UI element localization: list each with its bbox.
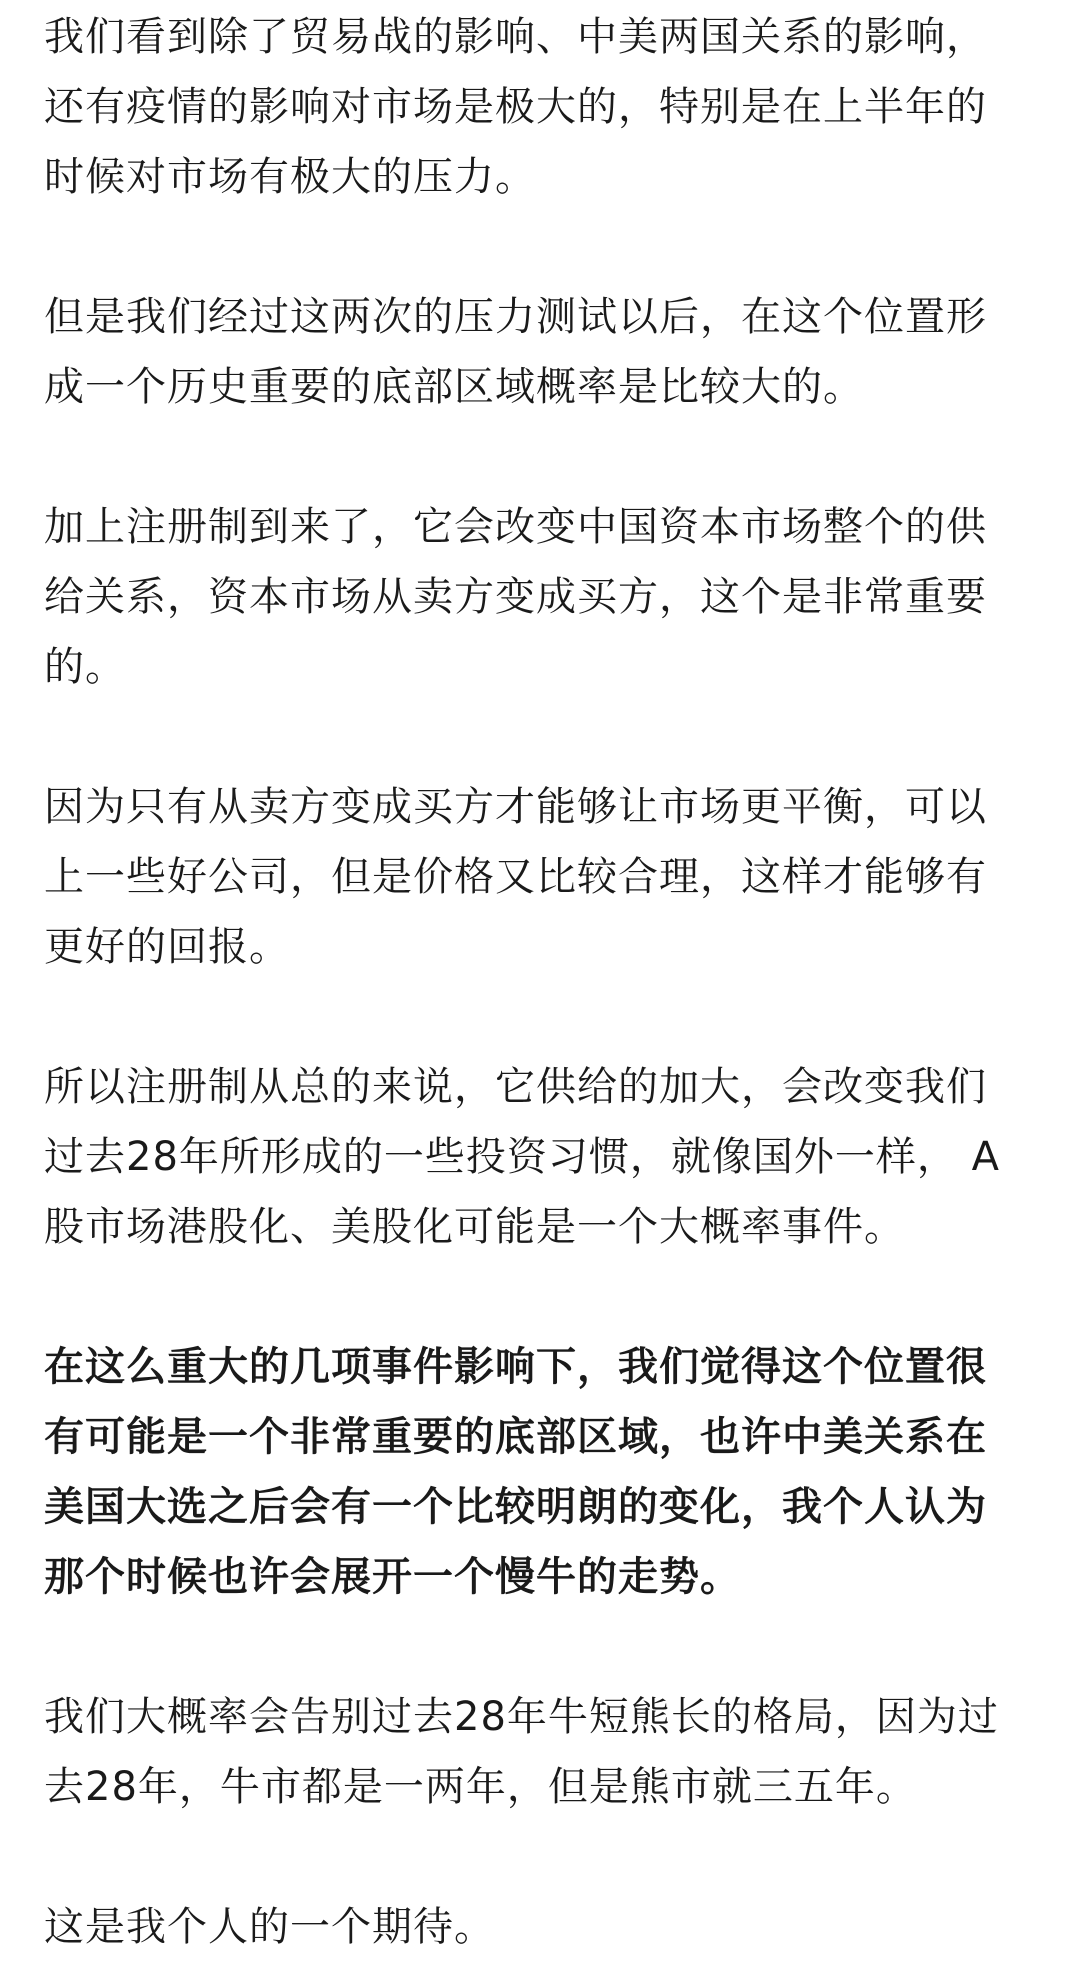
paragraph-2: 但是我们经过这两次的压力测试以后，在这个位置形 成一个历史重要的底部区域概率是比较大的。 <box>44 294 987 410</box>
paragraph-4: 因为只有从卖方变成买方才能够让市场更平衡，可以 上一些好公司，但是价格又比较合理，这样才能够有 更好的回报。 <box>44 784 987 970</box>
paragraph-7: 我们大概率会告别过去28年牛短熊长的格局，因为过 去28年，牛市都是一两年，但是熊市就三五年。 <box>44 1694 999 1810</box>
paragraph-8: 这是我个人的一个期待。 <box>44 1904 495 1950</box>
paragraph-1: 我们看到除了贸易战的影响、中美两国关系的影响， 还有疫情的影响对市场是极大的，特别是在上半年的 时候对市场有极大的压力。 <box>44 14 987 200</box>
paragraph-5: 所以注册制从总的来说，它供给的加大，会改变我们 过去28年所形成的一些投资习惯，就像国外一样， A 股市场港股化、美股化可能是一个大概率事件。 <box>44 1064 1000 1250</box>
paragraph-6-bold: 在这么重大的几项事件影响下，我们觉得这个位置很 有可能是一个非常重要的底部区域，也许中美关系在 美国大选之后会有一个比较明朗的变化，我个人认为 那个时候也许会展开一个慢牛的走势。 <box>44 1344 987 1600</box>
paragraph-3: 加上注册制到来了，它会改变中国资本市场整个的供 给关系，资本市场从卖方变成买方，这个是非常重要 的。 <box>44 504 987 690</box>
